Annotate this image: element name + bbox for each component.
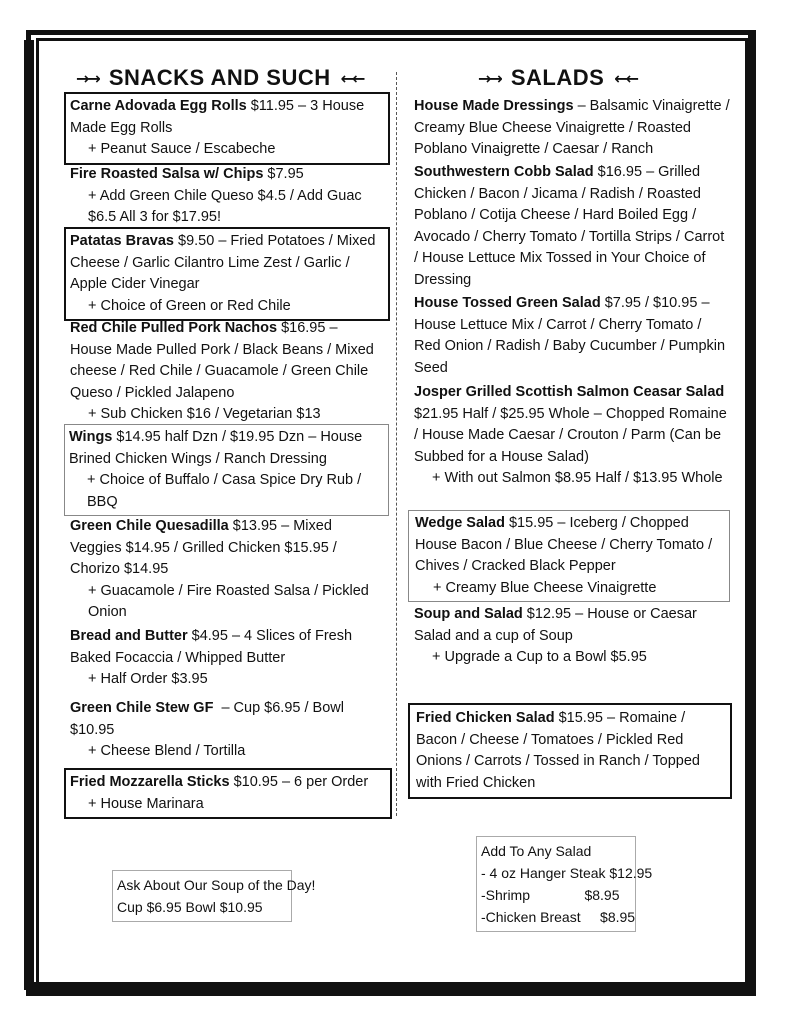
item-addon: + Choice of Buffalo / Casa Spice Dry Rub / BBQ [87, 472, 362, 510]
item-desc: – Iceberg / Chopped House Bacon / Blue Cheese / Cherry Tomato / Chives / Cracked Black Pepper [415, 515, 713, 574]
note-line: -Chicken Breast $8.95 [481, 909, 636, 925]
item-addon: + Upgrade a Cup to a Bowl $5.95 [432, 649, 647, 665]
item-addon: + Sub Chicken $16 / Vegetarian $13 [88, 406, 321, 422]
item-price: $7.95 / $10.95 [604, 295, 698, 311]
salads-heading [478, 62, 637, 94]
arrow-right-icon: →→ [76, 68, 99, 88]
item-addon: + With out Salmon $8.95 Half / $13.95 Whole [432, 470, 723, 486]
item-desc: – 4 Slices of Fresh Baked Focaccia / Whipped Butter [70, 628, 353, 666]
item-desc: – 3 House Made Egg Rolls [70, 98, 365, 136]
menu-border-left [24, 40, 34, 990]
item-desc: – House Lettuce Mix / Carrot / Cherry Tomato / Red Onion / Radish / Baby Cucumber / Pumpkin Seed [414, 295, 726, 376]
item-addon: + Peanut Sauce / Escabeche [88, 141, 276, 157]
item-desc: $21.95 Half / $25.95 Whole – Chopped Romaine / House Made Caesar / Crouton / Parm (Can be Subbed for a House Salad) [414, 405, 727, 465]
arrow-left-icon: ←← [340, 68, 364, 88]
item-desc: – 6 per Order [281, 774, 369, 790]
menu-item [414, 162, 732, 291]
item-price: $4.95 [191, 628, 228, 644]
item-price: $15.95 [558, 710, 603, 726]
item-name: Green Chile Stew GF [70, 700, 214, 716]
menu-item [408, 703, 732, 799]
menu-item [64, 424, 389, 516]
item-name: Wedge Salad [415, 515, 505, 531]
item-name: Southwestern Cobb Salad [414, 164, 594, 180]
menu-item [70, 164, 380, 229]
item-addon: + Choice of Green or Red Chile [88, 297, 291, 314]
item-name: Fire Roasted Salsa w/ Chips [70, 166, 264, 182]
item-desc: – Balsamic Vinaigrette / Creamy Blue Cheese Vinaigrette / Roasted Poblano Vinaigrette / Caesar / Ranch [414, 98, 730, 157]
menu-border-right [748, 34, 756, 994]
item-name: Bread and Butter [70, 628, 188, 644]
item-desc: – House Brined Chicken Wings / Ranch Dressing [69, 429, 363, 467]
item-name: Red Chile Pulled Pork Nachos [70, 320, 278, 336]
menu-item [70, 516, 380, 624]
menu-item [408, 510, 730, 602]
item-price: $15.95 [508, 515, 554, 531]
item-name: Patatas Bravas [70, 233, 174, 249]
snacks-heading-text: SNACKS AND SUCH [108, 65, 331, 90]
note-line: Ask About Our Soup of the Day! [117, 877, 316, 893]
salads-heading-text: SALADS [510, 65, 605, 90]
item-desc: – Mixed Veggies $14.95 / Grilled Chicken $15.95 / Chorizo $14.95 [70, 518, 337, 577]
item-name: Carne Adovada Egg Rolls [70, 98, 247, 114]
add-to-salad-note [476, 836, 653, 932]
item-price: $11.95 [250, 98, 294, 114]
item-desc: – House or Caesar Salad and a cup of Soup [414, 606, 697, 644]
note-line: Cup $6.95 Bowl $10.95 [117, 899, 263, 915]
note-line: -Shrimp $8.95 [481, 887, 620, 903]
arrow-right-icon: →→ [478, 68, 501, 88]
item-price: $12.95 [526, 606, 572, 622]
menu-item [414, 382, 732, 490]
soup-of-the-day-note [112, 870, 316, 922]
item-name: House Made Dressings [414, 98, 574, 114]
item-name: Fried Chicken Salad [416, 710, 555, 726]
item-price: $14.95 half Dzn / $19.95 Dzn [116, 429, 305, 445]
snacks-heading [76, 62, 363, 94]
item-name: Green Chile Quesadilla [70, 518, 229, 534]
menu-item [64, 92, 390, 165]
item-addon: + Add Green Chile Queso $4.5 / Add Guac $6.5 All 3 for $17.95! [88, 187, 362, 225]
item-addon: + House Marinara [88, 795, 204, 812]
item-name: Soup and Salad [414, 606, 523, 622]
item-name: Wings [69, 429, 113, 445]
note-line: - 4 oz Hanger Steak $12.95 [481, 865, 653, 881]
item-price: $16.95 [597, 164, 643, 180]
menu-item [414, 604, 732, 669]
menu-item [70, 698, 380, 763]
arrow-left-icon: ←← [614, 68, 638, 88]
item-price: $13.95 [232, 518, 278, 534]
menu-item [70, 626, 380, 691]
menu-item [414, 293, 732, 379]
item-addon: + Half Order $3.95 [88, 671, 208, 687]
note-title: Add To Any Salad [481, 843, 592, 859]
item-desc: – House Made Pulled Pork / Black Beans / Mixed cheese / Red Chile / Guacamole / Green Chile Queso / Pickled Jalapeno [70, 320, 374, 401]
item-desc: – Grilled Chicken / Bacon / Jicama / Radish / Roasted Poblano / Cotija Cheese / Hard Boiled Egg / Avocado / Cherry Tomato / Tortilla Strips / Carrot / House Lettuce Mix Tossed in Your Choice of Dressing [414, 164, 725, 288]
item-addon: + Guacamole / Fire Roasted Salsa / Pickled Onion [88, 582, 369, 620]
item-name: House Tossed Green Salad [414, 295, 601, 311]
item-price: $10.95 [233, 774, 278, 790]
item-name: Fried Mozzarella Sticks [70, 774, 230, 790]
column-divider [396, 72, 397, 816]
menu-border-bottom [28, 982, 754, 996]
menu-item [64, 227, 390, 321]
item-name: Josper Grilled Scottish Salmon Ceasar Salad [414, 384, 725, 400]
menu-item [64, 768, 392, 819]
item-desc: – Cup $6.95 / Bowl $10.95 [70, 700, 344, 738]
menu-item [70, 318, 380, 426]
item-desc: – Fried Potatoes / Mixed Cheese / Garlic Cilantro Lime Zest / Garlic / Apple Cider Vinegar [70, 233, 376, 292]
item-desc: – Romaine / Bacon / Cheese / Tomatoes / Pickled Red Onions / Carrots / Tossed in Ranch / Topped with Fried Chicken [416, 710, 700, 791]
item-price: $9.50 [178, 233, 215, 249]
item-addon: + Creamy Blue Cheese Vinaigrette [433, 579, 657, 596]
menu-item [414, 96, 732, 161]
item-price: $7.95 [267, 166, 304, 182]
item-addon: + Cheese Blend / Tortilla [88, 743, 246, 759]
item-price: $16.95 [281, 320, 326, 336]
